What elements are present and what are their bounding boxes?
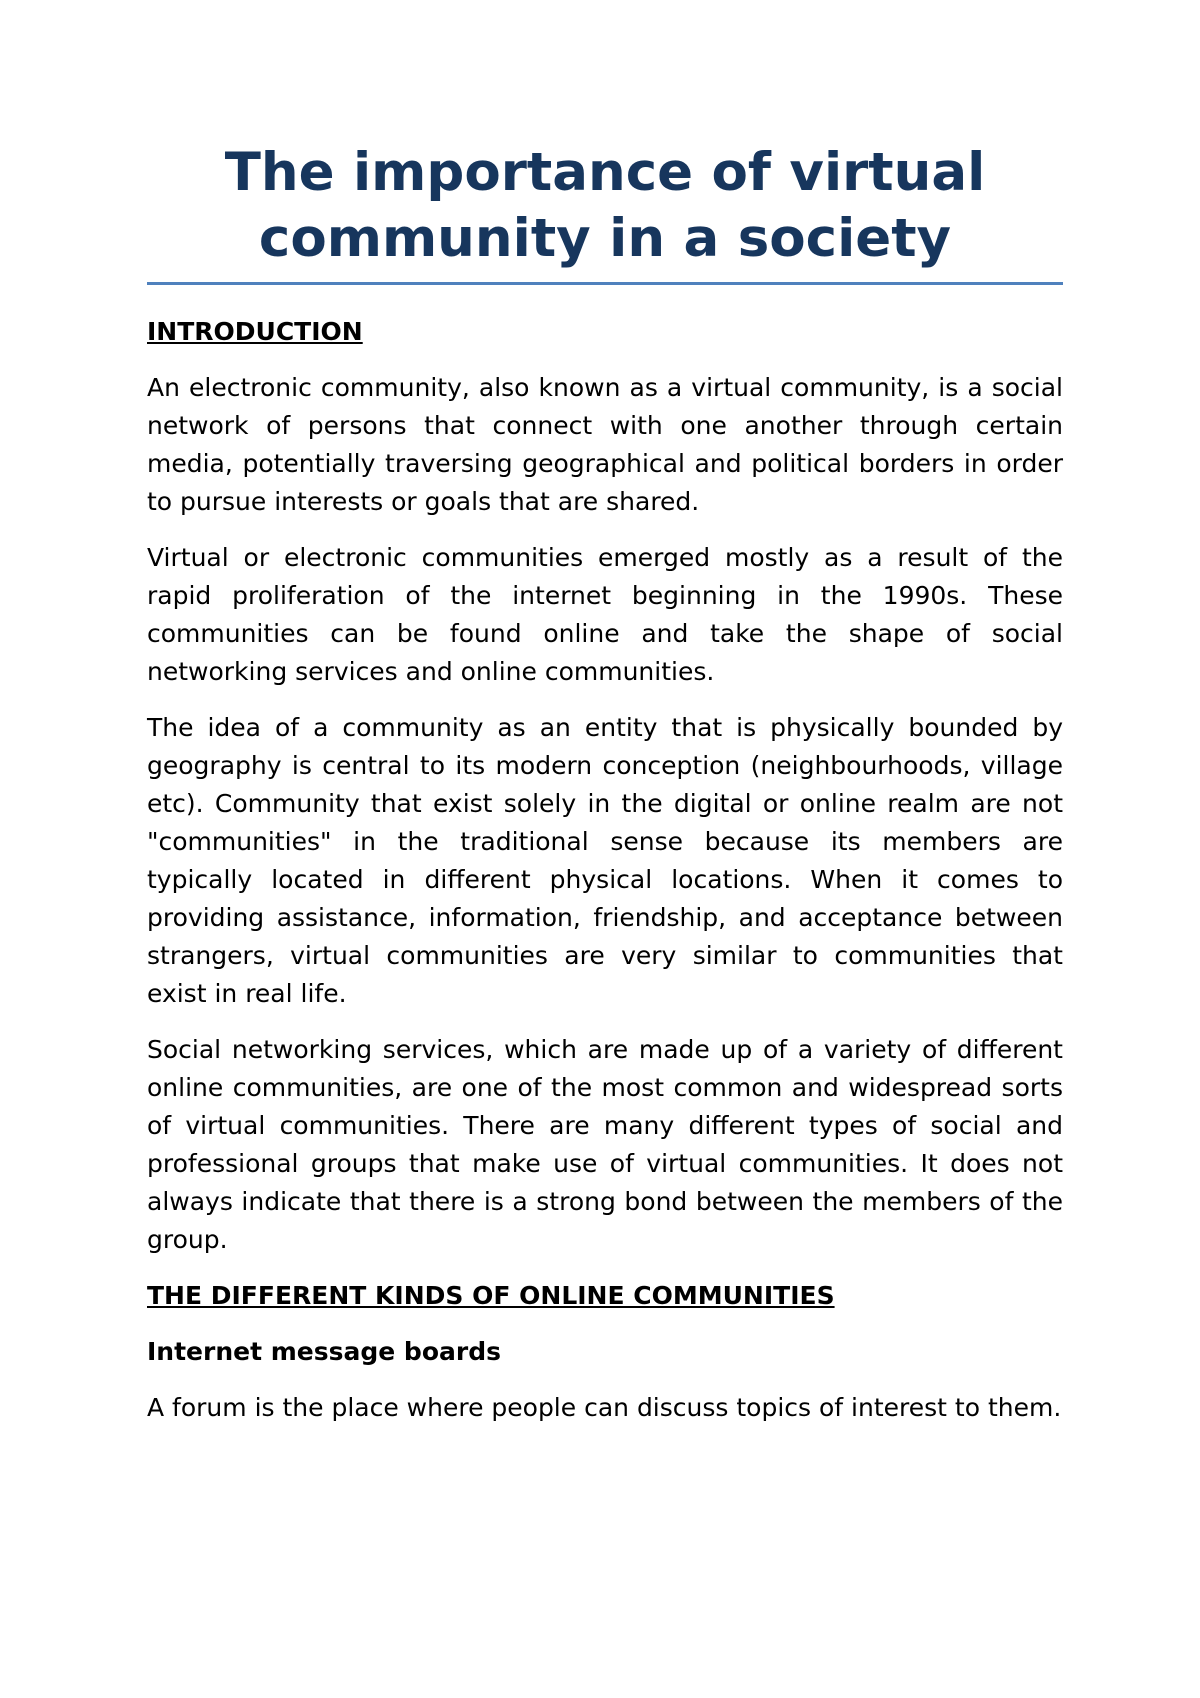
intro-paragraph-3: The idea of a community as an entity that is physically bounded by geography is central to its modern conception (neighbourhoods, village etc). Community that exist solely in the digital or online realm are not "communities" in the traditional sense because its members are typically located in different physical locations. When it comes to providing assistance, information, friendship, and acceptance between strangers, virtual communities are very similar to communities that exist in real life. [147, 713, 1063, 1008]
online-communities-heading: THE DIFFERENT KINDS OF ONLINE COMMUNITIES [147, 1281, 835, 1310]
intro-paragraph-2: Virtual or electronic communities emerged mostly as a result of the rapid proliferation of the internet beginning in the 1990s. These communities can be found online and take the shape of social networking services and online communities. [147, 543, 1063, 686]
title-underline-divider [147, 282, 1063, 285]
document-page [147, 140, 1063, 1445]
document-title: The importance of virtual community in a society [224, 142, 986, 269]
introduction-heading: INTRODUCTION [147, 317, 363, 346]
message-boards-paragraph: A forum is the place where people can discuss topics of interest to them. [147, 1393, 1062, 1422]
intro-paragraph-4: Social networking services, which are made up of a variety of different online communities, are one of the most common and widespread sorts of virtual communities. There are many different types of social and professional groups that make use of virtual communities. It does not always indicate that there is a strong bond between the members of the group. [147, 1035, 1063, 1254]
intro-paragraph-1: An electronic community, also known as a virtual community, is a social network of persons that connect with one another through certain media, potentially traversing geographical and political borders in order to pursue interests or goals that are shared. [147, 373, 1063, 516]
message-boards-subheading: Internet message boards [147, 1337, 501, 1366]
